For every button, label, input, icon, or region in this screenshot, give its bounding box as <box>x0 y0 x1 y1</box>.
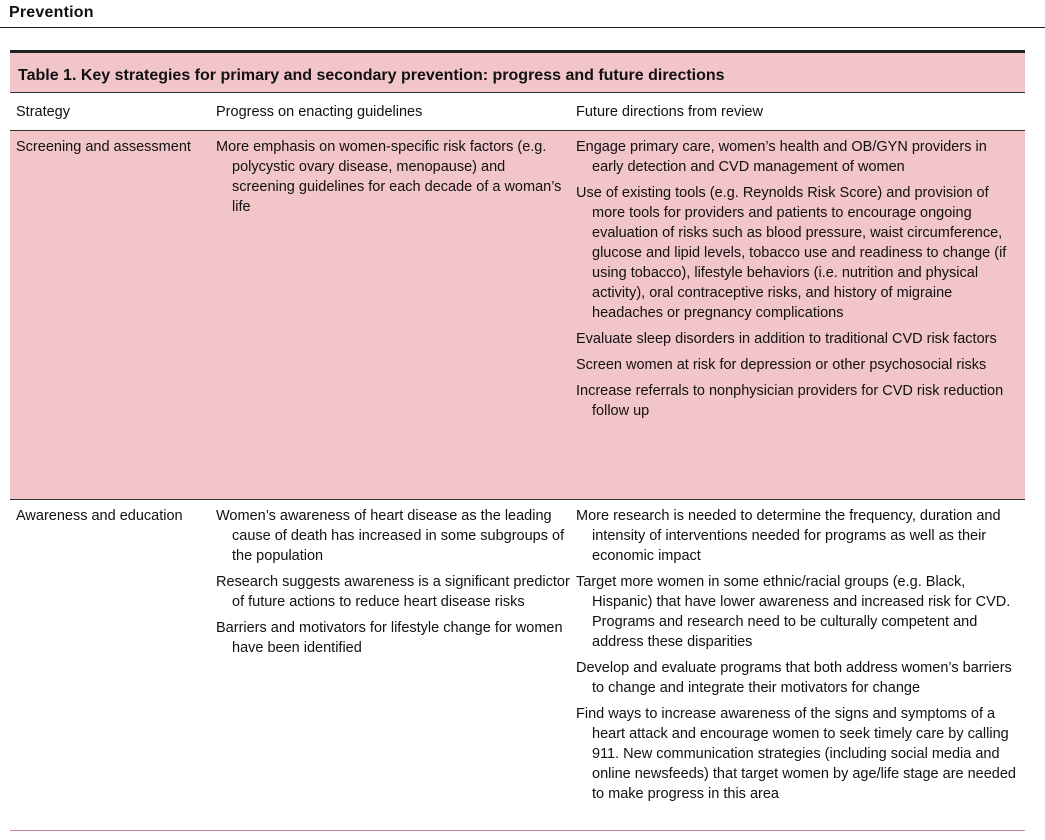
future-item: Target more women in some ethnic/racial groups (e.g. Black, Hispanic) that have lower awareness and increased risk for CVD. Programs and research need to be culturally competent and address these disparities <box>576 574 1011 650</box>
strategy-cell: Awareness and education <box>16 508 183 524</box>
table-header-row <box>10 93 1025 131</box>
section-label: Prevention <box>9 4 94 21</box>
top-rule <box>0 27 1045 28</box>
future-item: Increase referrals to nonphysician providers for CVD risk reduction follow up <box>576 383 1004 419</box>
progress-cell <box>216 131 576 499</box>
progress-cell <box>216 500 576 830</box>
progress-item: Research suggests awareness is a significant predictor of future actions to reduce heart disease risks <box>216 574 570 610</box>
future-item: Evaluate sleep disorders in addition to traditional CVD risk factors <box>576 331 997 347</box>
future-item: Use of existing tools (e.g. Reynolds Risk Score) and provision of more tools for providers and patients to encourage ongoing evaluation of risks such as blood pressure, waist circumference, glucose and lipid levels, tobacco use and readiness to change (if using tobacco), lifestyle behaviors (i.e. nutrition and physical activity), oral contraceptive risks, and history of migraine headaches or pregnancy complications <box>576 185 1007 321</box>
progress-item: Barriers and motivators for lifestyle change for women have been identified <box>216 620 563 656</box>
header-progress: Progress on enacting guidelines <box>216 103 423 120</box>
future-item: Find ways to increase awareness of the signs and symptoms of a heart attack and encourage women to seek timely care by calling 911. New communication strategies (including social media and online newsfeeds) that target women by age/life stage are needed to make progress in this area <box>576 706 1016 802</box>
progress-item: More emphasis on women-specific risk factors (e.g. polycystic ovary disease, menopause) and screening guidelines for each decade of a woman’s life <box>216 139 562 215</box>
future-item: Screen women at risk for depression or other psychosocial risks <box>576 357 987 373</box>
strategies-table <box>10 50 1025 831</box>
future-cell <box>576 500 1025 830</box>
header-strategy: Strategy <box>16 103 70 120</box>
progress-item: Women’s awareness of heart disease as the leading cause of death has increased in some subgroups of the population <box>216 508 565 564</box>
future-item: Engage primary care, women’s health and OB/GYN providers in early detection and CVD management of women <box>576 139 987 175</box>
table-row <box>10 500 1025 831</box>
table-row <box>10 131 1025 500</box>
header-future: Future directions from review <box>576 103 763 120</box>
future-cell <box>576 131 1025 499</box>
future-item: More research is needed to determine the frequency, duration and intensity of interventions needed for programs as well as their economic impact <box>576 508 1001 564</box>
table-title: Table 1. Key strategies for primary and secondary prevention: progress and future directions <box>10 53 1025 93</box>
strategy-cell: Screening and assessment <box>16 139 191 155</box>
future-item: Develop and evaluate programs that both address women’s barriers to change and integrate their motivators for change <box>576 660 1012 696</box>
